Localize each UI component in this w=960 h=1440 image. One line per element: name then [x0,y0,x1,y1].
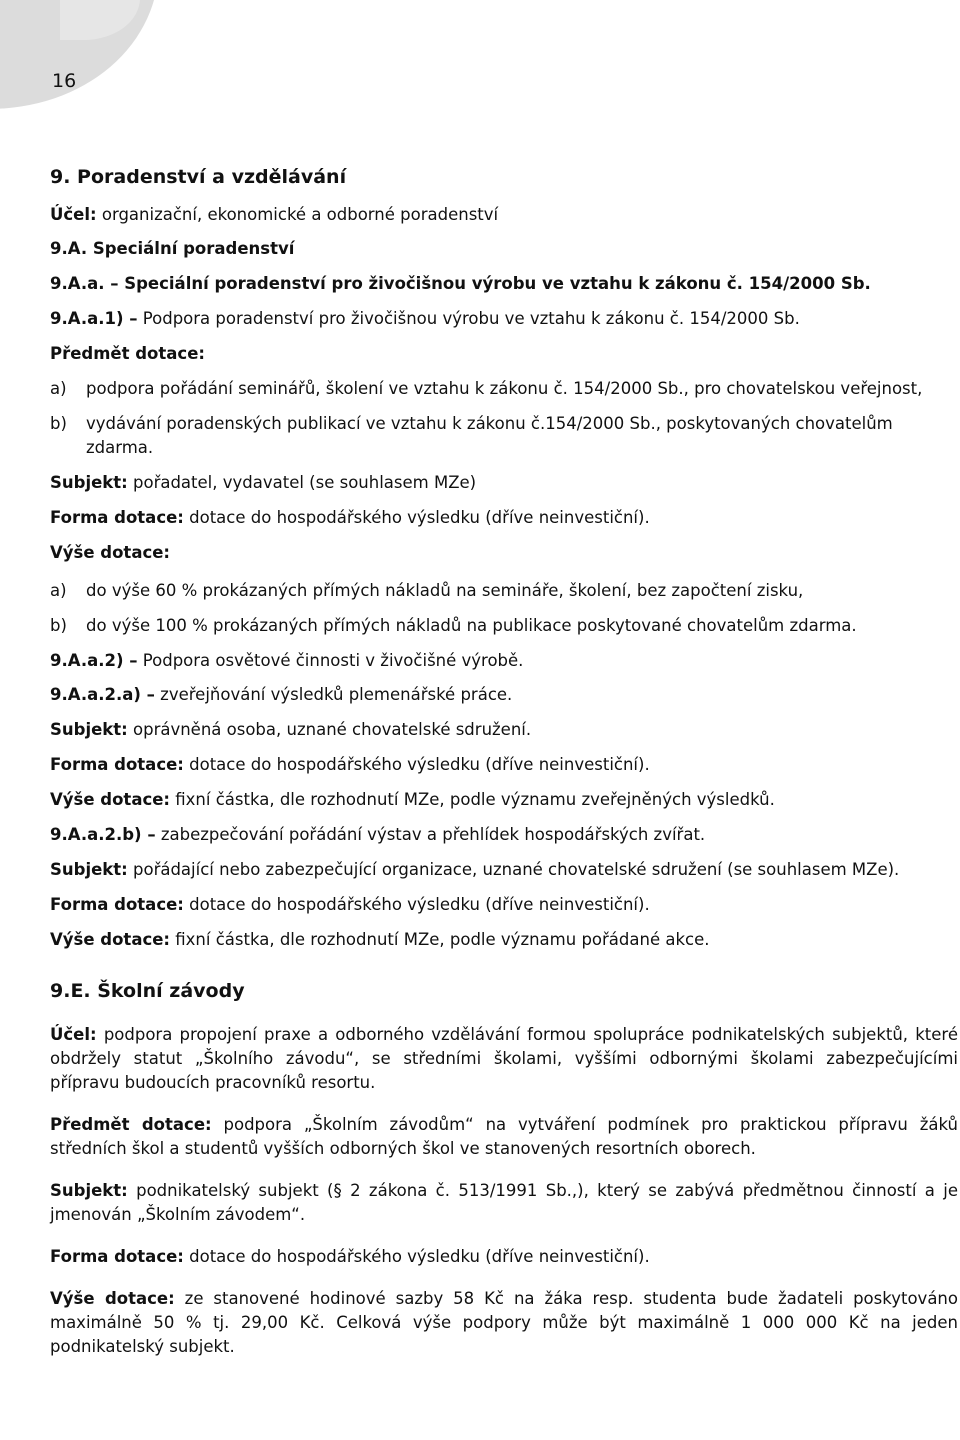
section-9aa2b-heading: 9.A.a.2.b) – zabezpečování pořádání výstav a přehlídek hospodářských zvířat. [50,825,706,845]
section-9aa-heading: 9.A.a. – Speciální poradenství pro živočišnou výrobu ve vztahu k zákonu č. 154/2000 Sb. [50,274,871,294]
form-of-subsidy-line: Forma dotace: dotace do hospodářského výsledku (dříve neinvestiční). [50,894,650,914]
section-9-heading: 9. Poradenství a vzdělávání [50,166,347,188]
subject-paragraph: Subjekt: podnikatelský subjekt (§ 2 zákona č. 513/1991 Sb.,), který se zabývá předmětnou činností a je jmenován „Školním závodem“. [50,1180,958,1224]
form-of-subsidy-line: Forma dotace: dotace do hospodářského výsledku (dříve neinvestiční). [50,1246,650,1266]
document-body [50,160,958,1359]
list-item-text: do výše 60 % prokázaných přímých nákladů na semináře, školení, bez započtení zisku, [86,580,804,600]
form-of-subsidy-line: Forma dotace: dotace do hospodářského výsledku (dříve neinvestiční). [50,755,650,775]
subject-line: Subjekt: pořadatel, vydavatel (se souhlasem MZe) [50,472,477,492]
section-9a-heading: 9.A. Speciální poradenství [50,239,295,259]
list-item-label: b) [50,615,67,635]
list-item-text: podpora pořádání seminářů, školení ve vztahu k zákonu č. 154/2000 Sb., pro chovatelskou veřejnost, [86,379,923,399]
subsidy-amount-paragraph: Výše dotace: ze stanovené hodinové sazby 58 Kč na žáka resp. studenta bude žadateli poskytováno maximálně 50 % tj. 29,00 Kč. Celková výše podpory může být maximálně 1 000 000 Kč na jeden podnikatelský subjekt. [50,1288,958,1356]
list-item [50,579,958,603]
purpose-label: Účel: [50,204,97,224]
section-9aa1-heading: 9.A.a.1) – Podpora poradenství pro živočišnou výrobu ve vztahu k zákonu č. 154/2000 Sb. [50,309,800,329]
section-9aa2a-heading: 9.A.a.2.a) – zveřejňování výsledků plemenářské práce. [50,685,513,705]
subsidy-amount-line: Výše dotace: fixní částka, dle rozhodnutí MZe, podle významu zveřejněných výsledků. [50,790,775,810]
purpose-text: organizační, ekonomické a odborné poradenství [96,204,499,224]
subject-line: Subjekt: pořádající nebo zabezpečující organizace, uznané chovatelské sdružení (se souhlasem MZe). [50,860,900,880]
section-9e-heading: 9.E. Školní závody [50,979,245,1002]
subject-matter-label: Předmět dotace: [50,344,205,364]
list-item [50,614,958,638]
list-item-label: a) [50,580,67,600]
section-9-purpose [50,203,958,227]
list-item-label: a) [50,379,67,399]
section-9aa2-heading: 9.A.a.2) – Podpora osvětové činnosti v živočišné výrobě. [50,650,524,670]
list-item [50,412,958,460]
list-item-text: do výše 100 % prokázaných přímých nákladů na publikace poskytované chovatelům zdarma. [86,615,857,635]
subsidy-amount-label: Výše dotace: [50,542,171,562]
list-item-text: vydávání poradenských publikací ve vztahu k zákonu č.154/2000 Sb., poskytovaných chovatelům zdarma. [86,414,893,457]
subsidy-amount-line: Výše dotace: fixní částka, dle rozhodnutí MZe, podle významu pořádané akce. [50,929,710,949]
page-number: 16 [52,70,77,92]
list-item [50,377,958,401]
subject-matter-paragraph: Předmět dotace: podpora „Školním závodům“ na vytváření podmínek pro praktickou přípravu žáků středních škol a studentů vyšších odborných škol ve stanovených resortních oborech. [50,1115,958,1159]
purpose-paragraph: Účel: podpora propojení praxe a odborného vzdělávání formou spolupráce podnikatelských subjektů, které obdržely statut „Školního závodu“, se středními školami, vyššími odbornými školami zabezpečujícími přípravu budoucích pracovníků resortu. [50,1025,958,1093]
form-of-subsidy-line: Forma dotace: dotace do hospodářského výsledku (dříve neinvestiční). [50,507,650,527]
list-item-label: b) [50,414,67,434]
subject-line: Subjekt: oprávněná osoba, uznané chovatelské sdružení. [50,720,532,740]
